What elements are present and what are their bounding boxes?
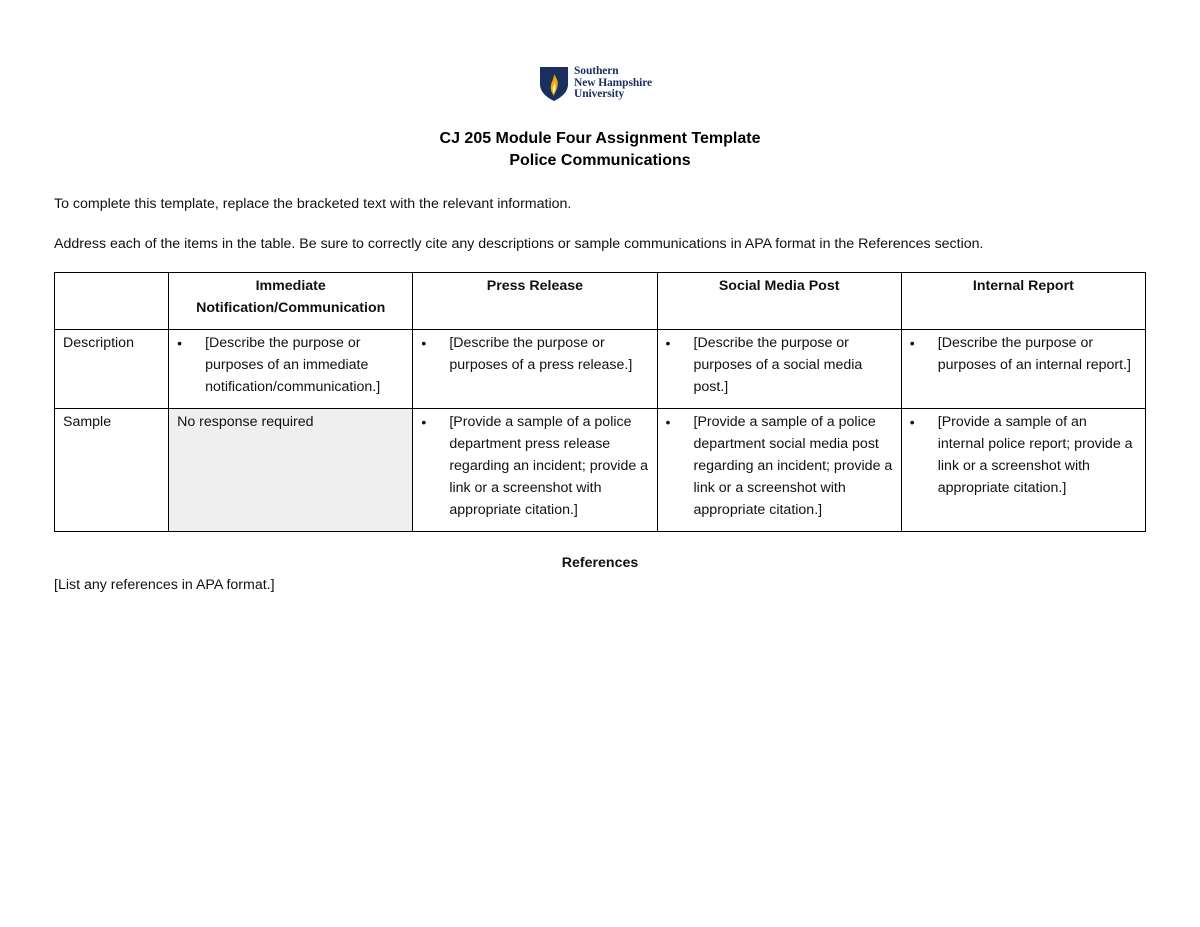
row-label-description: Description	[55, 330, 169, 409]
cell-text: [Provide a sample of an internal police report; provide a link or a screenshot with appropriate citation.]	[937, 414, 1133, 496]
instruction-paragraph-2: Address each of the items in the table. Be sure to correctly cite any descriptions or sample communications in APA format in the References section.	[54, 236, 984, 252]
table-header-row	[55, 273, 1146, 330]
cell-text: [Describe the purpose or purposes of a press release.]	[449, 335, 633, 373]
sample-social-media-cell[interactable]	[657, 409, 901, 532]
logo-wordmark	[574, 66, 652, 101]
sample-press-release-cell[interactable]	[413, 409, 657, 532]
table-row-sample	[55, 409, 1146, 532]
instruction-paragraph-1: To complete this template, replace the bracketed text with the relevant information.	[54, 196, 572, 212]
sample-internal-report-cell[interactable]	[901, 409, 1145, 532]
header-internal-report: Internal Report	[901, 273, 1145, 330]
header-empty-cell	[55, 273, 169, 330]
cell-text: [Describe the purpose or purposes of an internal report.]	[937, 335, 1131, 373]
bullet: •	[421, 335, 427, 351]
references-placeholder[interactable]: [List any references in APA format.]	[54, 577, 275, 593]
cell-text: [Provide a sample of a police department social media post regarding an incident; provide a link or a screenshot with appropriate citation.]	[693, 414, 893, 518]
cell-text: [Describe the purpose or purposes of a social media post.]	[693, 335, 863, 395]
document-title	[0, 128, 1200, 172]
header-social-media-post: Social Media Post	[657, 273, 901, 330]
title-line-2: Police Communications	[509, 152, 691, 169]
bullet: •	[909, 414, 915, 430]
university-logo	[539, 66, 652, 102]
description-press-release-cell[interactable]	[413, 330, 657, 409]
cell-text: [Provide a sample of a police department press release regarding an incident; provide a link or a screenshot with appropriate citation.]	[449, 414, 649, 518]
logo-line-2: New Hampshire	[574, 76, 653, 89]
bullet: •	[909, 335, 915, 351]
logo-line-1: Southern	[574, 65, 619, 77]
description-immediate-cell[interactable]	[169, 330, 413, 409]
title-line-1: CJ 205 Module Four Assignment Template	[439, 130, 761, 147]
header-immediate-notification	[169, 273, 413, 330]
logo-line-3: University	[574, 88, 625, 100]
shield-flame-icon	[539, 66, 569, 102]
bullet: •	[177, 335, 182, 351]
header-immediate-line-1: Immediate	[255, 278, 326, 294]
table-row-description	[55, 330, 1146, 409]
sample-immediate-cell: No response required	[169, 409, 413, 532]
bullet: •	[665, 335, 671, 351]
bullet: •	[421, 414, 427, 430]
header-immediate-line-2: Notification/Communication	[196, 300, 386, 316]
communications-table	[54, 272, 1146, 532]
cell-text: [Describe the purpose or purposes of an immediate notification/communication.]	[205, 335, 381, 395]
description-internal-report-cell[interactable]	[901, 330, 1145, 409]
description-social-media-cell[interactable]	[657, 330, 901, 409]
bullet: •	[665, 414, 671, 430]
header-press-release: Press Release	[413, 273, 657, 330]
references-heading: References	[561, 555, 639, 571]
row-label-sample: Sample	[55, 409, 169, 532]
